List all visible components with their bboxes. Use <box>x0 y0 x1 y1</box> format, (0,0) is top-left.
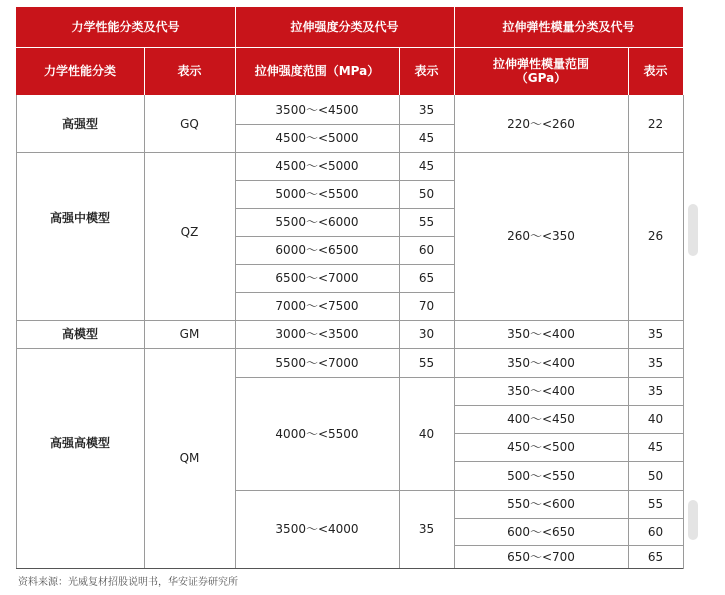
category-code: GM <box>179 327 200 341</box>
tensile-code: 40 <box>418 426 435 441</box>
grid-line <box>235 264 454 265</box>
category-name: 高强型 <box>61 116 98 131</box>
category-name: 高强中模型 <box>49 211 110 225</box>
modulus-range: 220～<260 <box>507 116 575 131</box>
header-divider <box>399 47 400 95</box>
header-tensile-code: 表示 <box>399 47 454 95</box>
tensile-code: 65 <box>418 271 435 285</box>
tensile-range: 3500～<4000 <box>275 522 359 536</box>
grid-line <box>235 490 683 491</box>
modulus-code: 35 <box>647 384 664 398</box>
modulus-code: 55 <box>647 497 664 511</box>
grid-line <box>235 180 454 181</box>
grid-line <box>16 568 683 569</box>
modulus-code: 35 <box>647 327 664 341</box>
header-group-tensile-modulus: 拉伸弹性模量分类及代号 <box>454 7 683 47</box>
tensile-range: 5500～<7000 <box>275 355 359 370</box>
tensile-code: 35 <box>418 522 435 536</box>
grid-line <box>454 461 683 462</box>
tensile-range: 5500～<6000 <box>275 215 359 229</box>
tensile-range: 5000～<5500 <box>275 187 359 201</box>
grid-line <box>683 95 684 569</box>
grid-line <box>235 292 454 293</box>
modulus-code: 60 <box>647 524 664 539</box>
header-modulus-code: 表示 <box>628 47 683 95</box>
source-note: 资料来源：光威复材招股说明书，华安证券研究所 <box>18 577 238 588</box>
tensile-range: 4500～<5000 <box>275 159 359 173</box>
category-code: GQ <box>180 116 199 131</box>
grid-line <box>235 377 683 378</box>
modulus-code: 26 <box>647 229 664 243</box>
modulus-range: 350～<400 <box>507 355 575 370</box>
grid-line <box>16 320 683 321</box>
header-mechanical-code: 表示 <box>144 47 235 95</box>
modulus-range: 350～<400 <box>507 384 575 398</box>
modulus-range: 350～<400 <box>507 327 575 341</box>
grid-line <box>454 433 683 434</box>
grid-line <box>628 95 629 569</box>
category-code: QM <box>179 451 200 465</box>
tensile-code: 45 <box>418 159 435 173</box>
modulus-code: 45 <box>647 440 664 454</box>
tensile-range: 4000～<5500 <box>275 426 359 441</box>
modulus-range: 260～<350 <box>507 229 575 243</box>
tensile-range: 4500～<5000 <box>275 131 359 145</box>
header-divider <box>144 47 145 95</box>
header-group-tensile-strength: 拉伸强度分类及代号 <box>235 7 454 47</box>
tensile-range: 6500～<7000 <box>275 271 359 285</box>
grid-line <box>235 95 236 569</box>
modulus-code: 22 <box>647 116 664 131</box>
grid-line <box>235 236 454 237</box>
category-name: 高强高模型 <box>49 436 110 450</box>
grid-line <box>454 518 683 519</box>
grid-line <box>16 95 17 569</box>
tensile-code: 55 <box>418 215 435 229</box>
tensile-range: 3000～<3500 <box>275 327 359 341</box>
tensile-code: 50 <box>418 187 435 201</box>
modulus-range: 500～<550 <box>507 468 575 483</box>
header-modulus-range: 拉伸弹性模量范围（GPa） <box>454 47 628 95</box>
grid-line <box>454 405 683 406</box>
modulus-code: 65 <box>647 549 664 564</box>
tensile-code: 45 <box>418 131 435 145</box>
tensile-code: 55 <box>418 355 435 370</box>
tensile-range: 7000～<7500 <box>275 299 359 313</box>
tensile-range: 6000～<6500 <box>275 243 359 257</box>
grid-line <box>235 208 454 209</box>
grid-line <box>399 95 400 569</box>
header-divider <box>235 7 236 95</box>
grid-line <box>16 152 683 153</box>
grid-line <box>16 348 683 349</box>
header-divider <box>454 7 455 95</box>
modulus-range: 550～<600 <box>507 497 575 511</box>
grid-line <box>454 545 683 546</box>
modulus-range: 650～<700 <box>507 549 575 564</box>
scroll-edge-marker <box>688 500 698 540</box>
scroll-edge-marker <box>688 204 698 256</box>
modulus-range: 450～<500 <box>507 440 575 454</box>
header-group-mechanical: 力学性能分类及代号 <box>16 7 235 47</box>
tensile-code: 60 <box>418 243 435 257</box>
tensile-code: 70 <box>418 299 435 313</box>
grid-line <box>144 95 145 569</box>
tensile-code: 30 <box>418 327 435 341</box>
category-name: 高模型 <box>61 327 98 341</box>
modulus-range: 600～<650 <box>507 524 575 539</box>
tensile-code: 35 <box>418 102 435 117</box>
modulus-code: 35 <box>647 355 664 370</box>
modulus-code: 50 <box>647 468 664 483</box>
grid-line <box>235 124 454 125</box>
grid-line <box>454 95 455 569</box>
header-tensile-range: 拉伸强度范围（MPa） <box>235 47 399 95</box>
modulus-range: 400～<450 <box>507 412 575 426</box>
header-divider <box>16 47 683 48</box>
header-divider <box>628 47 629 95</box>
header-mechanical-type: 力学性能分类 <box>16 47 144 95</box>
category-code: QZ <box>180 225 199 239</box>
modulus-code: 40 <box>647 412 664 426</box>
tensile-range: 3500～<4500 <box>275 102 359 117</box>
